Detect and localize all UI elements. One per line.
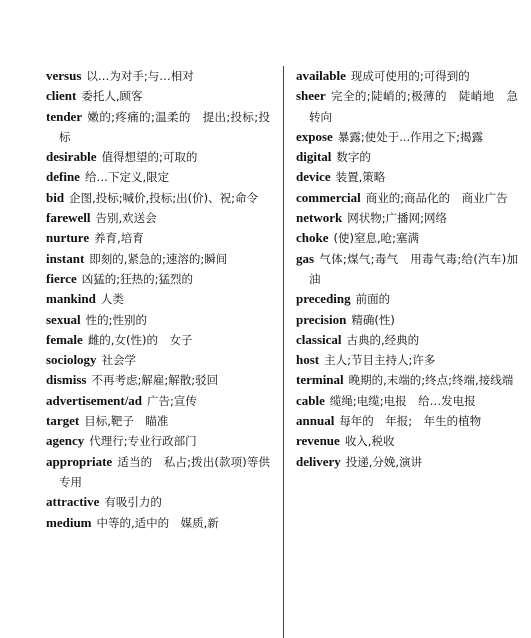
headword: agency xyxy=(46,433,85,449)
definition: 社会学 xyxy=(101,353,137,368)
vocab-entry xyxy=(46,391,270,411)
headword: available xyxy=(296,68,346,83)
vocab-entry xyxy=(296,411,518,431)
vocab-entry xyxy=(296,188,518,208)
vocab-entry xyxy=(296,350,518,370)
definition: 每年的 年报; 年生的植物 xyxy=(339,414,482,429)
vocab-entry xyxy=(46,188,270,208)
headword: medium xyxy=(46,514,92,530)
definition: 气体;煤气;毒气 用毒气毒;给(汽车)加油 xyxy=(309,251,518,286)
headword: nurture xyxy=(46,230,90,246)
headword: commercial xyxy=(296,189,361,205)
headword: preceding xyxy=(296,291,351,307)
vocab-entry xyxy=(46,86,270,106)
definition: 人类 xyxy=(100,292,124,307)
definition: 给…下定义,限定 xyxy=(84,170,170,185)
definition: 收入,税收 xyxy=(344,434,395,449)
headword: gas xyxy=(296,250,315,266)
definition: 数字的 xyxy=(336,150,371,165)
vocab-entry xyxy=(296,208,518,228)
definition: 现成可使用的;可得到的 xyxy=(350,69,470,83)
vocab-entry xyxy=(46,330,270,350)
vocab-entry xyxy=(46,208,270,228)
definition: 主人;节目主持人;许多 xyxy=(324,353,436,368)
headword: sheer xyxy=(296,88,326,104)
vocab-entry xyxy=(46,289,270,309)
definition: 完全的;陡峭的;极薄的 陡峭地 急转向 xyxy=(309,89,518,124)
left-column xyxy=(46,66,270,533)
headword: precision xyxy=(296,311,347,327)
definition: 缆绳;电缆;电报 给…发电报 xyxy=(329,393,476,408)
definition: 性的;性别的 xyxy=(85,312,148,327)
column-divider xyxy=(283,66,284,638)
definition: 中等的,适中的 媒质,新 xyxy=(96,515,219,530)
vocab-entry xyxy=(46,167,270,187)
definition: 凶猛的;狂热的;猛烈的 xyxy=(81,271,194,286)
headword: cable xyxy=(296,392,325,408)
definition: 值得想望的;可取的 xyxy=(101,150,198,165)
headword: delivery xyxy=(296,453,341,469)
headword: network xyxy=(296,210,343,226)
vocab-entry xyxy=(296,431,518,451)
definition: 告别,欢送会 xyxy=(95,211,157,226)
definition: 适当的 私占;拨出(款项)等供专用 xyxy=(59,454,270,489)
headword: dismiss xyxy=(46,372,87,388)
headword: advertisement/ad xyxy=(46,392,143,408)
headword: desirable xyxy=(46,149,97,165)
headword: choke xyxy=(296,230,329,246)
headword: revenue xyxy=(296,433,340,449)
definition: 雌的,女(性)的 女子 xyxy=(87,332,193,347)
definition: 投递,分娩,演讲 xyxy=(345,454,423,469)
definition: 养育,培育 xyxy=(94,231,144,246)
headword: mankind xyxy=(46,291,96,307)
vocab-entry xyxy=(46,310,270,330)
headword: female xyxy=(46,331,83,347)
vocab-entry xyxy=(46,350,270,370)
headword: farewell xyxy=(46,210,91,226)
headword: classical xyxy=(296,331,342,347)
vocab-entry xyxy=(46,370,270,390)
vocab-entry xyxy=(46,452,270,493)
vocab-entry xyxy=(296,289,518,309)
definition: 目标,靶子 瞄准 xyxy=(84,414,169,429)
headword: sexual xyxy=(46,311,81,327)
headword: attractive xyxy=(46,494,100,510)
vocab-entry xyxy=(296,66,518,86)
vocab-entry xyxy=(296,330,518,350)
definition: 以…为对手;与…相对 xyxy=(86,69,194,83)
definition: 商业的;商品化的 商业广告 xyxy=(365,190,508,205)
headword: appropriate xyxy=(46,453,113,469)
vocab-entry xyxy=(296,391,518,411)
headword: define xyxy=(46,169,80,185)
definition: 装置,策略 xyxy=(335,170,386,185)
headword: terminal xyxy=(296,372,344,388)
vocab-entry xyxy=(296,452,518,472)
definition: 广告;宣传 xyxy=(147,393,197,408)
headword: host xyxy=(296,352,320,368)
vocab-entry xyxy=(46,249,270,269)
vocab-entry xyxy=(46,269,270,289)
definition: 不再考虑;解雇;解散;驳回 xyxy=(91,373,219,388)
headword: device xyxy=(296,169,331,185)
definition: 企图,投标;喊价,投标;出(价)、祝;命令 xyxy=(69,190,258,205)
vocab-entry xyxy=(296,127,518,147)
definition: (使)窒息,呛;塞满 xyxy=(333,231,420,246)
definition: 精确(性) xyxy=(351,312,395,327)
headword: target xyxy=(46,413,80,429)
vocab-entry xyxy=(46,431,270,451)
vocab-entry xyxy=(46,107,270,148)
right-column xyxy=(296,66,518,472)
definition: 委托人,顾客 xyxy=(81,89,143,104)
vocab-entry xyxy=(46,492,270,512)
headword: annual xyxy=(296,413,335,429)
headword: versus xyxy=(46,68,82,83)
vocab-entry xyxy=(46,147,270,167)
headword: client xyxy=(46,88,77,104)
definition: 前面的 xyxy=(355,292,391,307)
definition: 即刻的,紧急的;速溶的;瞬间 xyxy=(89,251,228,266)
vocab-entry xyxy=(296,147,518,167)
vocab-entry xyxy=(296,370,518,390)
vocab-entry xyxy=(296,310,518,330)
vocab-entry xyxy=(296,86,518,127)
definition: 网状物;广播网;网络 xyxy=(347,211,447,226)
headword: fierce xyxy=(46,270,77,286)
headword: digital xyxy=(296,149,332,165)
definition: 古典的,经典的 xyxy=(346,332,420,347)
vocab-entry xyxy=(46,66,270,86)
vocab-entry xyxy=(46,228,270,248)
headword: tender xyxy=(46,108,83,124)
headword: expose xyxy=(296,128,333,144)
headword: bid xyxy=(46,189,65,205)
headword: instant xyxy=(46,250,85,266)
definition: 代理行;专业行政部门 xyxy=(89,434,197,449)
definition: 暴露;使处于...作用之下;揭露 xyxy=(337,129,484,144)
definition: 嫩的;疼痛的;温柔的 提出;投标;投标 xyxy=(59,109,270,144)
vocab-entry xyxy=(296,249,518,290)
vocab-entry xyxy=(46,513,270,533)
vocab-entry xyxy=(296,167,518,187)
definition: 晚期的,末端的;终点;终端,接线端 xyxy=(348,373,514,388)
headword: sociology xyxy=(46,352,97,368)
definition: 有吸引力的 xyxy=(104,495,162,510)
vocab-entry xyxy=(46,411,270,431)
vocab-entry xyxy=(296,228,518,248)
